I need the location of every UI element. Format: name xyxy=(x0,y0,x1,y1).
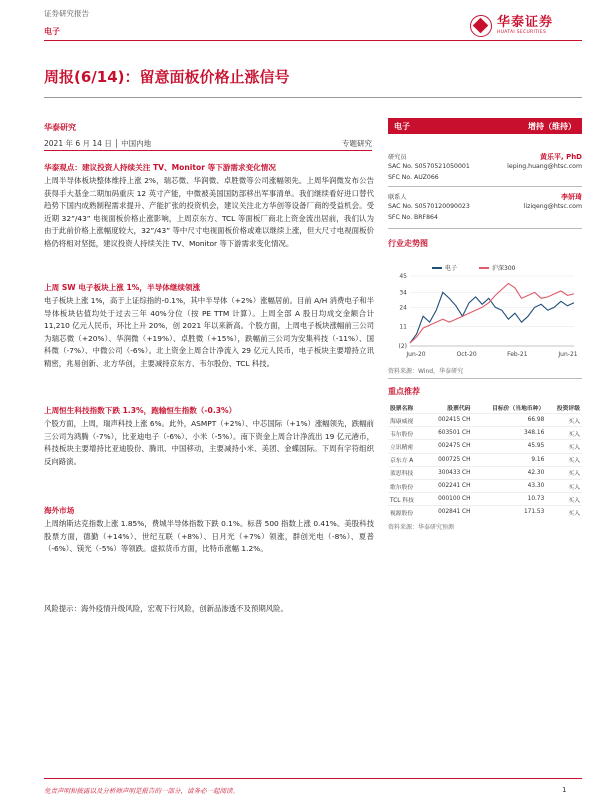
table-cell: 海康威视 xyxy=(388,414,425,427)
analyst-line xyxy=(388,192,582,202)
logo-en-text: HUATAI SECURITIES xyxy=(497,30,547,36)
table-header-row xyxy=(388,402,582,414)
table-cell: 348.16 xyxy=(472,427,546,440)
table-cell: 002475 CH xyxy=(425,440,473,453)
analyst-divider xyxy=(388,228,582,229)
legend-swatch-electronics xyxy=(432,267,442,269)
table-cell: 000100 CH xyxy=(425,493,473,506)
trend-heading: 行业走势图 xyxy=(388,239,428,248)
table-row xyxy=(388,440,582,453)
table-row xyxy=(388,466,582,479)
table-cell: 603501 CH xyxy=(425,427,473,440)
analyst-line xyxy=(388,163,582,170)
table-cell: 买入 xyxy=(546,493,582,506)
table-cell: 002415 CH xyxy=(425,414,473,427)
analyst-name: 李妍琦 xyxy=(561,193,582,201)
table-row xyxy=(388,453,582,466)
legend-label-hs300: 沪深300 xyxy=(492,265,516,272)
footer-divider xyxy=(44,778,582,779)
y-tick-label: 24 xyxy=(399,304,407,312)
trend-chart xyxy=(388,272,582,362)
picks-source: 资料来源：华泰研究预测 xyxy=(388,524,455,531)
meta-row xyxy=(44,138,372,149)
section-heading: 海外市场 xyxy=(44,506,75,515)
table-row xyxy=(388,506,582,519)
analyst-role: 联系人 xyxy=(388,194,407,201)
table-cell: 买入 xyxy=(546,440,582,453)
col-header: 目标价（当地币种） xyxy=(492,406,545,412)
table-row xyxy=(388,427,582,440)
section-body: 电子板块上涨 1%，高于上证综指的-0.1%，其中半导体（+2%）涨幅居前。目前 A/H 消费电子和半导体板块估值均处于过去三年 40%分位（按 PE TTM 计算）。上周全部 A 股日均成交金额合计 11,210 亿元人民币，环比上升 20%，创 2021 年以来新高。个股方面，上周电子板块涨幅前三公司为瑞芯微（+20%）、华润微（+19%）、卓胜微（+15%），跌幅前三公司为安集科技（-11%）、国科微（-7%）、中微公司（-6%）。北上资金上周合计净流入 29 亿元人民币，电子板块主要增持立讯精密，兆易创新、北方华创，主要减持京东方、韦尔股份、TCL 科技。 xyxy=(44,296,374,368)
section-tag: 电子 xyxy=(44,27,60,36)
table-cell: 视源股份 xyxy=(388,506,425,519)
chart-legend xyxy=(432,263,515,272)
y-tick-label: (2) xyxy=(398,343,407,350)
y-tick-label: 45 xyxy=(399,273,407,280)
table-row xyxy=(388,493,582,506)
table-cell: 000725 CH xyxy=(425,453,473,466)
table-cell: 45.95 xyxy=(472,440,546,453)
table-cell: 买入 xyxy=(546,453,582,466)
rating-value: 增持（维持） xyxy=(528,121,576,131)
header-divider xyxy=(44,40,582,41)
analyst-role: 研究员 xyxy=(388,154,407,161)
meta-divider xyxy=(44,150,372,151)
table-cell: 43.30 xyxy=(472,479,546,492)
report-kind: 专题研究 xyxy=(342,139,372,148)
analyst-sac: SAC No. S0570521050001 xyxy=(388,163,470,170)
page-number: 1 xyxy=(562,786,567,794)
analyst-email[interactable]: liziqeng@htsc.com xyxy=(523,203,582,210)
col-header: 投资评级 xyxy=(556,406,580,412)
x-tick-label: Jun-20 xyxy=(406,351,426,358)
col-header: 股票名称 xyxy=(390,406,414,412)
section-body: 上周半导体板块整体维持上涨 2%，瑞芯微、华润微、卓胜微等公司涨幅领先。上周华润微发布公告获得手大基金二期加码重庆 12 英寸产能，中微被美国国防部移出军事清单。我们继续看好进口替代趋势下国内成熟制程需求提升、产能扩张的投资机会，建议关注北方华创等设备厂商的受益机会。受近期 32”/43” 电视面板价格止涨影响，上周京东方、TCL 等面板厂商北上资金流出居前，我们认为由于此前价格上涨幅度较大，32”/43” 等中尺寸电视面板价格或难以继续上涨，但大尺寸电视面板价格仍将相对坚挺，建议投资人持续关注 TV、Monitor 等下游需求变化情况。 xyxy=(44,176,374,248)
section-heading: 上周恒生科技指数下跌 1.3%，跑输恒生指数（-0.3%） xyxy=(44,406,237,415)
table-row xyxy=(388,479,582,492)
table-cell: 买入 xyxy=(546,427,582,440)
title-divider xyxy=(44,97,582,98)
analyst-line xyxy=(388,203,582,210)
table-cell: 买入 xyxy=(546,479,582,492)
analyst-line xyxy=(388,214,582,221)
col-header: 股票代码 xyxy=(447,406,471,412)
analyst-name: 黄乐平, PhD xyxy=(539,153,582,161)
company-logo xyxy=(470,12,582,40)
table-cell: 买入 xyxy=(546,506,582,519)
analyst-sfc: SFC No. AUZ066 xyxy=(388,174,439,181)
report-title: 周报(6/14)：留意面板价格止涨信号 xyxy=(44,68,290,86)
analyst-line xyxy=(388,152,582,162)
y-tick-label: 11 xyxy=(399,323,407,331)
section-heading: 上周 SW 电子板块上涨 1%，半导体继续领涨 xyxy=(44,283,201,292)
analyst-sfc: SFC No. BRF864 xyxy=(388,214,438,221)
logo-icon xyxy=(470,15,492,37)
section-body: 个股方面，上周，瑞声科技上涨 6%。此外，ASMPT（+2%）、中芯国际（+1%）涨幅领先，跌幅前三公司为鸿腾（-7%），比亚迪电子（-6%）、小米（-5%）。南下资金上周合计净流出 19 亿元港币，科技板块主要增持比亚迪股份、腾讯、中国移动，主要减持小米、美团、金蝶国际。下周有字符组织反向路演。 xyxy=(44,419,374,466)
analyst-email[interactable]: leping.huang@htsc.com xyxy=(507,163,582,170)
x-tick-label: Feb-21 xyxy=(507,351,528,358)
table-cell: 歌尔股份 xyxy=(388,479,425,492)
rating-bar xyxy=(388,118,582,134)
logo-cn-text: 华泰证券 xyxy=(497,15,554,31)
series-line-0 xyxy=(410,292,574,343)
chart-source: 资料来源：Wind，华泰研究 xyxy=(388,368,464,375)
table-cell: 买入 xyxy=(546,414,582,427)
x-tick-label: Jun-21 xyxy=(558,351,578,358)
disclaimer: 免责声明和披露以及分析师声明是报告的一部分，请务必一起阅读。 xyxy=(44,787,239,795)
analyst-sac: SAC No. S0570120090023 xyxy=(388,203,470,210)
table-cell: 9.16 xyxy=(472,453,546,466)
analyst-divider xyxy=(388,186,582,187)
legend-swatch-hs300 xyxy=(479,267,489,269)
analyst-line xyxy=(388,174,582,181)
org-name: 华泰研究 xyxy=(44,123,76,132)
table-cell: 蓝思科技 xyxy=(388,466,425,479)
report-type-label: 证券研究报告 xyxy=(44,9,89,18)
picks-heading: 重点推荐 xyxy=(388,387,420,396)
x-tick-label: Oct-20 xyxy=(456,351,477,358)
table-cell: 京东方 A xyxy=(388,453,425,466)
table-cell: 韦尔股份 xyxy=(388,427,425,440)
table-cell: 42.30 xyxy=(472,466,546,479)
table-cell: 买入 xyxy=(546,466,582,479)
table-cell: 300433 CH xyxy=(425,466,473,479)
table-cell: 66.98 xyxy=(472,414,546,427)
y-tick-label: 34 xyxy=(399,289,407,297)
table-cell: 立讯精密 xyxy=(388,440,425,453)
chart-divider xyxy=(388,378,582,379)
table-row xyxy=(388,414,582,427)
section-heading: 华泰观点：建议投资人持续关注 TV、Monitor 等下游需求变化情况 xyxy=(44,163,276,172)
table-cell: 171.53 xyxy=(472,506,546,519)
section-body: 上周纳斯达克指数上涨 1.85%，费城半导体指数下跌 0.1%。标普 500 指数上涨 0.41%。美股科技股票方面，德勤（+14%）、世纪互联（+8%）、日月光（+7%）领涨，群创光电（-8%）、夏普（-6%）、镁光（-5%）等领跌。虚拟货币方面，比特币涨幅 1.2%。 xyxy=(44,519,374,554)
picks-table xyxy=(388,402,582,519)
table-cell: 002241 CH xyxy=(425,479,473,492)
risk-note: 风险提示：海外疫情升级风险，宏观下行风险，创新品渗透不及预期风险。 xyxy=(44,604,288,613)
date-place: 2021 年 6 月 14 日 │ 中国内地 xyxy=(44,139,152,148)
table-cell: TCL 科技 xyxy=(388,493,425,506)
table-cell: 002841 CH xyxy=(425,506,473,519)
rating-sector: 电子 xyxy=(394,121,410,131)
legend-label-electronics: 电子 xyxy=(445,265,458,272)
table-cell: 10.73 xyxy=(472,493,546,506)
